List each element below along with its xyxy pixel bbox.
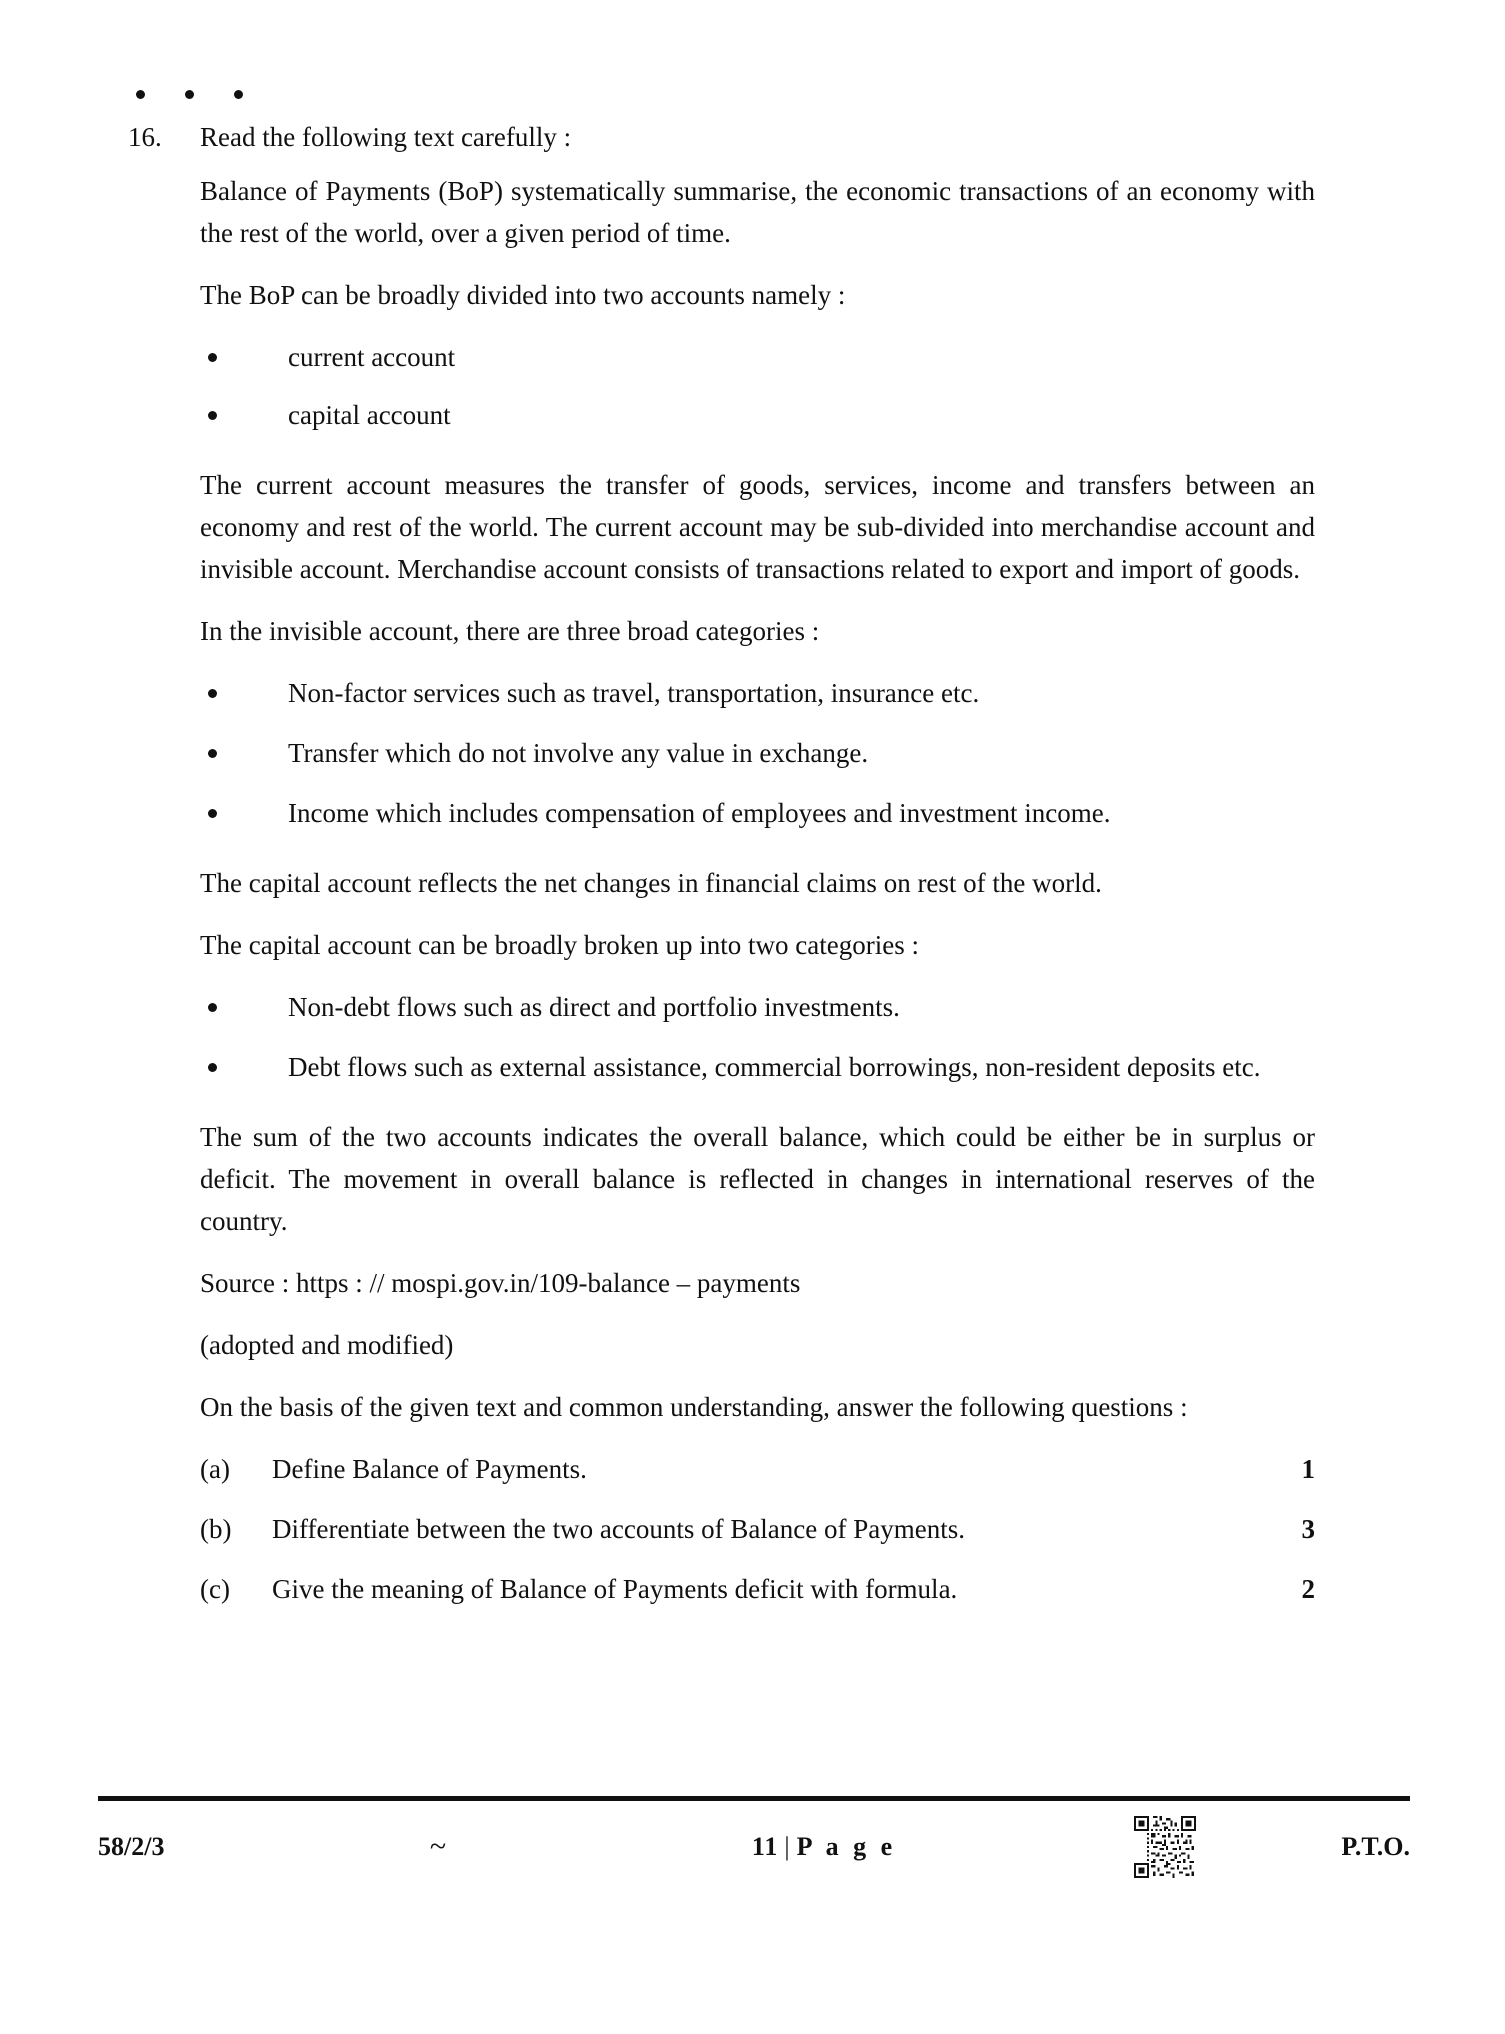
bullet-icon [208,749,217,758]
bullet-icon [208,1063,217,1072]
capital-account-paragraph: The capital account reflects the net changes in financial claims on rest of the world. [200,868,1102,898]
answer-instruction: On the basis of the given text and common understanding, answer the following questions : [200,1392,1188,1422]
list-item [200,336,1315,378]
list-item [200,672,1315,714]
list-item [200,732,1315,774]
capital-categories-lead: The capital account can be broadly broken up into two categories : [200,930,919,960]
list-item-label: Debt flows such as external assistance, commercial borrowings, non-resident deposits etc. [288,1052,1261,1082]
list-item-label: capital account [288,400,451,430]
list-item-label: Transfer which do not involve any value in exchange. [288,738,869,768]
capital-categories-list [200,986,1315,1088]
dot-icon [185,90,194,99]
dot-icon [234,90,243,99]
sub-question-text: Define Balance of Payments. [272,1454,587,1484]
sub-question-a [200,1448,1315,1490]
list-item [200,986,1315,1028]
sub-question-marks: 3 [1301,1514,1315,1544]
list-item-label: Non-factor services such as travel, transportation, insurance etc. [288,678,980,708]
question-header [128,116,1378,158]
adopted-note: (adopted and modified) [200,1330,454,1360]
passage-body [200,170,1315,1610]
page-number: 11 [751,1832,779,1861]
overall-balance-paragraph: The sum of the two accounts indicates the overall balance, which could be either be in surplus or deficit. The movement in overall balance is reflected in changes in international reserves of the country. [200,1122,1315,1236]
bullet-icon [208,1003,217,1012]
list-item-label: current account [288,342,456,372]
list-item [200,1046,1315,1088]
passage-intro: Balance of Payments (BoP) systematically summarise, the economic transactions of an economy with the rest of the world, over a given period of time. [200,176,1315,248]
list-item-label: Non-debt flows such as direct and portfolio investments. [288,992,900,1022]
bullet-icon [208,689,217,698]
page-indicator [558,1832,1090,1862]
page-separator: | [784,1832,791,1861]
sub-question-letter: (b) [200,1514,232,1544]
pto-label: P.T.O. [1341,1832,1410,1861]
list-item-label: Income which includes compensation of employees and investment income. [288,798,1111,828]
bullet-icon [208,411,217,420]
list-item [200,394,1315,436]
top-dots-marker [136,86,1378,102]
sub-question-marks: 1 [1301,1454,1315,1484]
paper-code: 58/2/3 [98,1832,165,1861]
source-line: Source : https : // mospi.gov.in/109-balance – payments [200,1268,801,1298]
sub-question-c [200,1568,1315,1610]
sub-question-b [200,1508,1315,1550]
sub-question-text: Differentiate between the two accounts of Balance of Payments. [272,1514,965,1544]
page-content [128,86,1378,1628]
invisible-account-lead: In the invisible account, there are three broad categories : [200,616,820,646]
page-word: P a g e [796,1832,897,1861]
accounts-list [200,336,1315,436]
list-item [200,792,1315,834]
tilde-mark: ~ [429,1830,447,1863]
bullet-icon [208,809,217,818]
question-prompt: Read the following text carefully : [200,122,572,152]
sub-question-letter: (a) [200,1454,230,1484]
qr-code-icon [1090,1816,1240,1878]
dot-icon [136,90,145,99]
invisible-categories-list [200,672,1315,834]
sub-question-letter: (c) [200,1574,230,1604]
page-footer [98,1812,1410,1882]
current-account-paragraph: The current account measures the transfer of goods, services, income and transfers between an economy and rest of the world. The current account may be sub-divided into merchandise account and invisible account. Merchandise account consists of transactions related to export and import of goods. [200,470,1315,584]
sub-question-text: Give the meaning of Balance of Payments deficit with formula. [272,1574,958,1604]
footer-divider [98,1796,1410,1801]
sub-question-marks: 2 [1301,1574,1315,1604]
bullet-icon [208,353,217,362]
question-number: 16. [128,122,162,152]
passage-divided-lead: The BoP can be broadly divided into two accounts namely : [200,280,846,310]
